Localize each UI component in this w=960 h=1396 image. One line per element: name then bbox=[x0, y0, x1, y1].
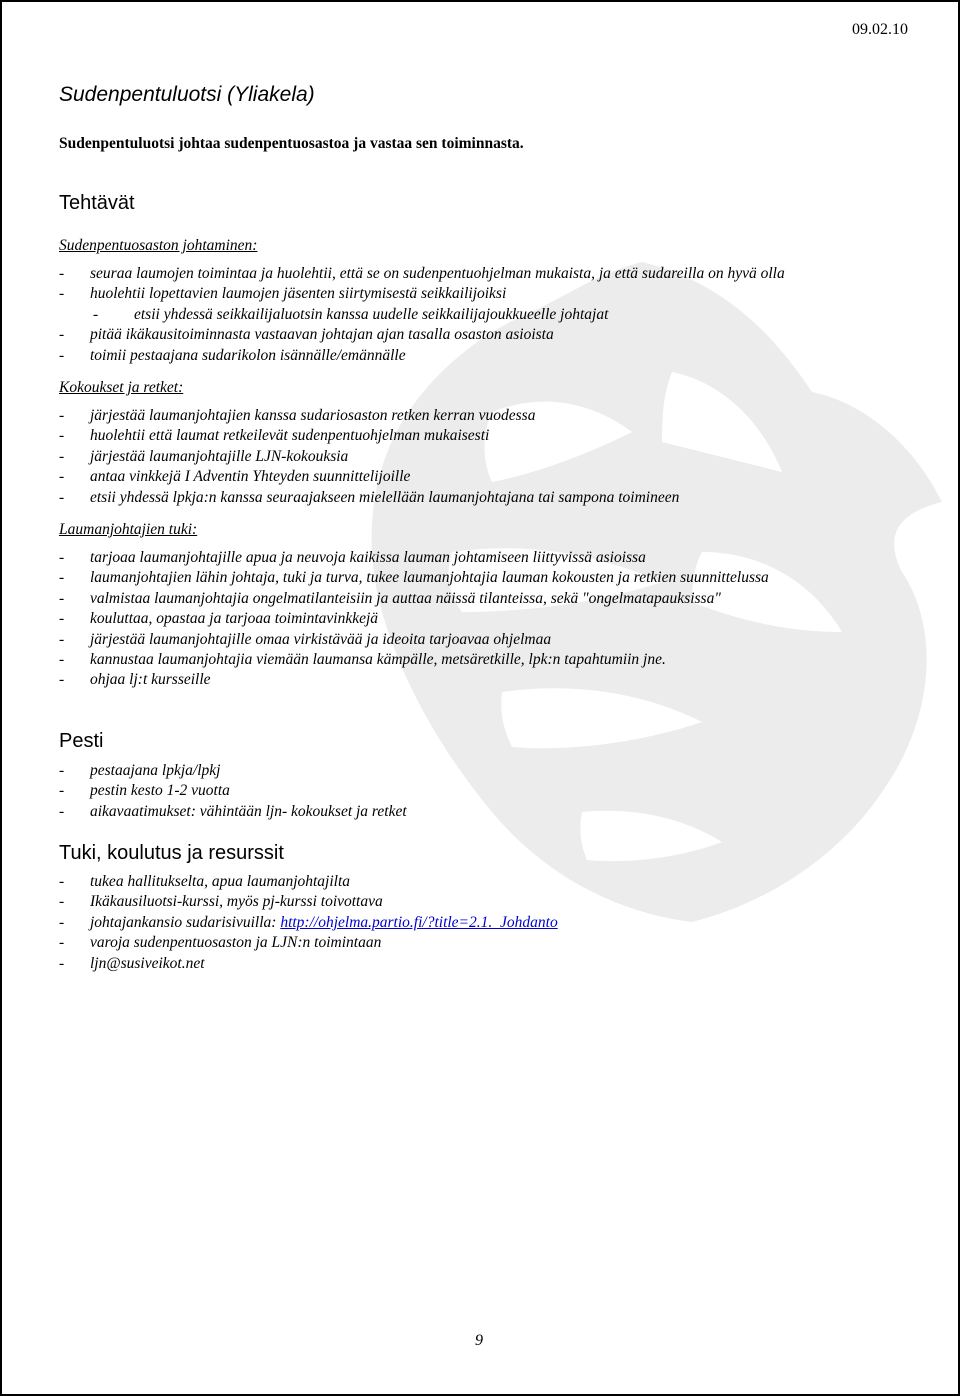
support-heading: Tuki, koulutus ja resurssit bbox=[59, 842, 284, 864]
document-date: 09.02.10 bbox=[852, 21, 908, 38]
intro-text: Sudenpentuluotsi johtaa sudenpentuosastoa ja vastaa sen toiminnasta. bbox=[59, 135, 524, 152]
section-leading-heading: Sudenpentuosaston johtaminen: bbox=[59, 237, 258, 254]
tasks-heading: Tehtävät bbox=[59, 192, 135, 214]
section-support-heading: Laumanjohtajien tuki: bbox=[59, 521, 198, 538]
page-number: 9 bbox=[475, 1332, 483, 1349]
page-title: Sudenpentuluotsi (Yliakela) bbox=[59, 83, 315, 106]
section-meetings-heading: Kokoukset ja retket: bbox=[59, 379, 184, 396]
link-prefix: johtajankansio sudarisivuilla: bbox=[90, 913, 281, 931]
document-page: 09.02.10 Sudenpentuluotsi (Yliakela) Sudenpentuluotsi johtaa sudenpentuosastoa ja vastaa sen toiminnasta. Tehtävät Sudenpentuosaston johtaminen: - seuraa laumojen toimintaa ja huolehtii, että se on sudenpentuohjelman mukaista, ja että sudareilla on hyvä olla - huolehtii lopettavien laumojen jäsenten siirtymisestä seikkailijoiksi - etsii yhdessä seikkailijaluotsin kanssa uudelle seikkailijajoukkueelle johtajat - pitää ikäkausitoiminnasta vastaavan johtajan ajan tasalla osaston asioista - toimii pestaajana sudarikolon isännälle/emännälle Kokoukset ja retket: - järjestää laumanjohtajien kanssa sudariosaston retken kerran vuodessa - huolehtii että laumat retkeilevät sudenpentuohjelman mukaisesti - järjestää laumanjohtajille LJN-kokouksia - antaa vinkkejä I Adventin Yhteyden suunnittelijoille - etsii yhdessä lpkja:n kanssa seuraajakseen mielellään laumanjohtajana tai sampona toimineen Laumanjohtajien tuki: - tarjoaa laumanjohtajille apua ja neuvoja kaikissa lauman johtamiseen liittyvissä asioissa - laumanjohtajien lähin johtaja, tuki ja turva, tukee laumanjohtajia lauman kokousten ja retkien suunnittelussa - valmistaa laumanjohtajia ongelmatilanteisiin ja auttaa näissä tilanteissa, sekä "ongelmatapauksissa" - kouluttaa, opastaa ja tarjoaa toimintavinkkejä - järjestää laumanjohtajille omaa virkistävää ja ideoita tarjoavaa ohjelmaa - kannustaa laumanjohtajia viemään laumansa kämpälle, metsäretkille, lpk:n tapahtumiin jne. - ohjaa lj:t kursseille Pesti - pestaajana lpkja/lpkj - pestin kesto 1-2 vuotta - aikavaatimukset: vähintään ljn- kokoukset ja retket Tuki, koulutus ja resurssit - tukea hallitukselta, apua laumanjohtajilta - Ikäkausiluotsi-kurssi, myös pj-kurssi toivottava - johtajankansio sudarisivuilla: http://ohjelma.partio.fi/?title=2.1._Johdanto - varoja sudenpentuosaston ja LJN:n toimintaan - ljn@susiveikot.net 9 bbox=[0, 0, 960, 1396]
johdanto-link[interactable]: http://ohjelma.partio.fi/?title=2.1._Johdanto bbox=[280, 913, 558, 931]
pesti-heading: Pesti bbox=[59, 730, 104, 752]
